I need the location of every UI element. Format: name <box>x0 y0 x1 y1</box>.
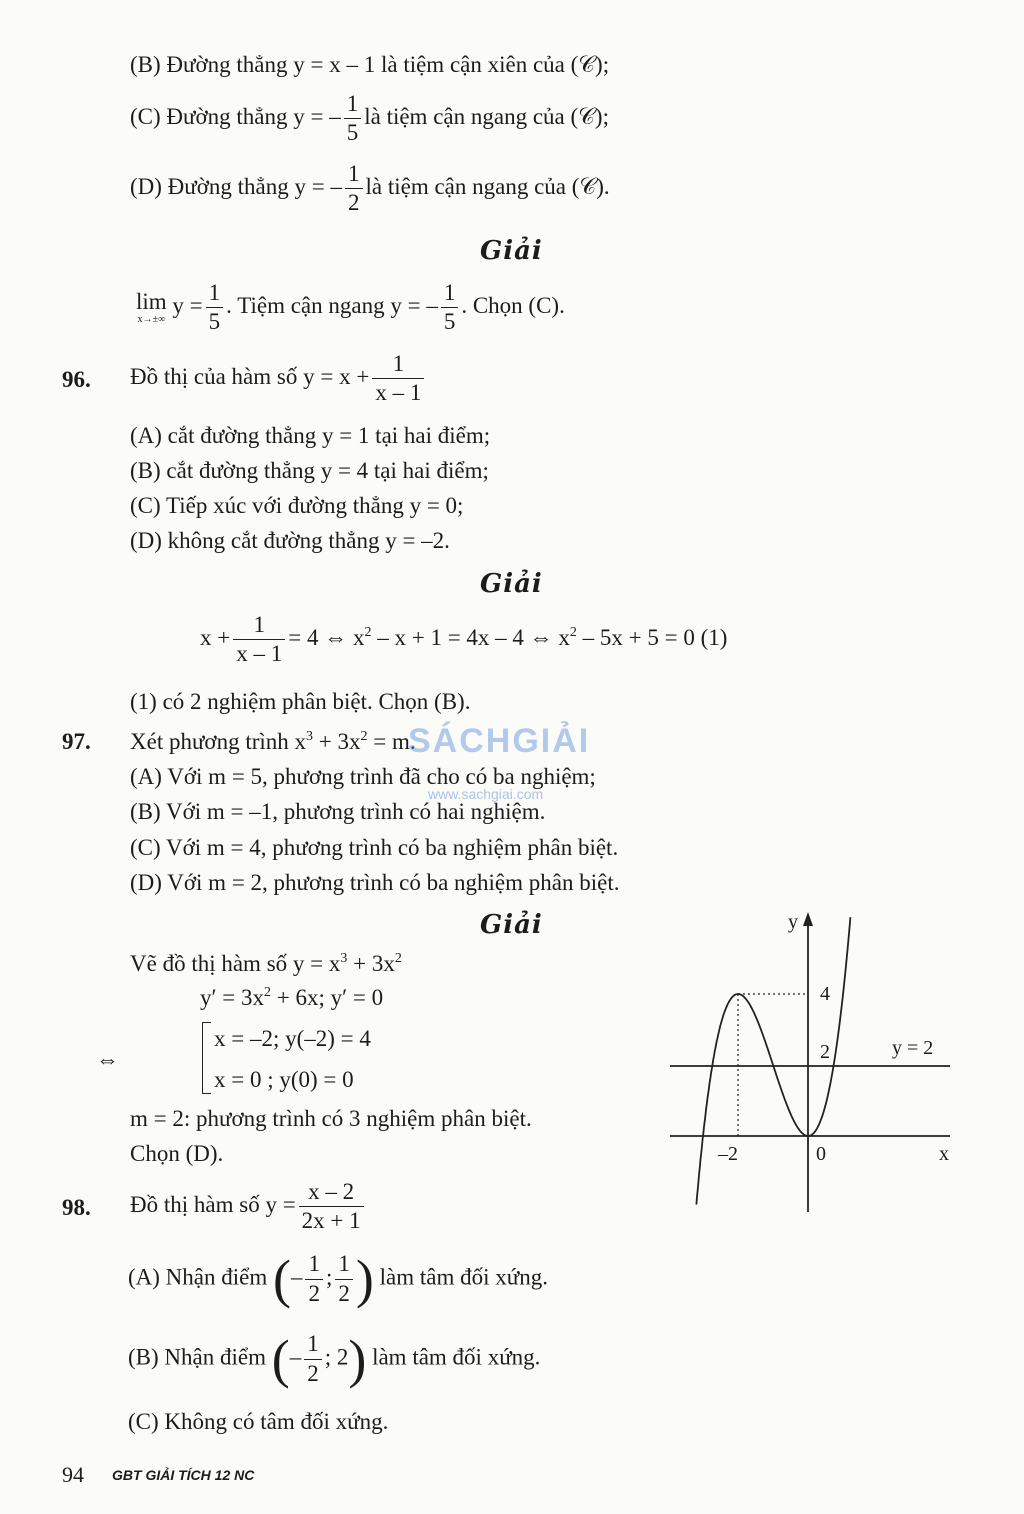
q97-case-1: x = –2; y(–2) = 4 <box>214 1026 371 1051</box>
fraction: $\frac{1}{5}$ <box>441 281 459 334</box>
q97-option-d: (D) Với m = 2, phương trình có ba nghiệm phân biệt. <box>130 870 620 895</box>
q98-option-a: (A) Nhận điểm (– $\frac{1}{2}$ ; $\frac{1}{2}$ ) làm tâm đối xứng. <box>128 1249 548 1309</box>
q95-option-d: (D) Đường thẳng y = – $\frac{1}{2}$ là tiệm cận ngang của (𝒞). <box>130 161 610 216</box>
q96-conclusion: (1) có 2 nghiệm phân biệt. Chọn (B). <box>130 689 471 714</box>
q95-solution: lim x→±∞ y = $\frac{1}{5}$ . Tiệm cận ngang y = – $\frac{1}{5}$ . Chọn (C). <box>136 280 565 335</box>
q96-equation: x + $\frac{1}{x - 1}$ = 4 ⇔ $x^2 - x + 1 = 4x - 4$ ⇔ $x^2 - 5x + 5 = 0$ (1) <box>200 612 728 667</box>
y-label: y <box>788 911 798 933</box>
fraction: $\frac{1}{x - 1}$ <box>233 613 285 666</box>
fraction: $\frac{1}{2}$ <box>305 1252 323 1305</box>
q96-solution-heading: Giải <box>480 569 543 599</box>
q98-number: 98. <box>62 1195 91 1220</box>
q98-option-c: (C) Không có tâm đối xứng. <box>128 1409 389 1434</box>
q97-option-b: (B) Với m = –1, phương trình có hai nghiệm. <box>130 799 546 824</box>
tick-neg-2: –2 <box>718 1143 738 1165</box>
fraction: $\frac{1}{2}$ <box>335 1252 353 1305</box>
tick-4: 4 <box>820 983 830 1005</box>
q96-option-d: (D) không cắt đường thẳng y = –2. <box>130 528 450 553</box>
fraction: $\frac{1}{5}$ <box>206 281 224 334</box>
q96-number: 96. <box>62 367 91 392</box>
x-label: x <box>939 1143 949 1165</box>
fraction: $\frac{1}{5}$ <box>344 92 362 145</box>
fraction: $\frac{1}{2}$ <box>345 162 363 215</box>
y-axis-arrow <box>803 912 813 926</box>
q97-choice: Chọn (D). <box>130 1141 224 1166</box>
q97-draw-line: Vẽ đồ thị hàm số $y = x^3 + 3x^2$ <box>130 951 402 976</box>
page-number: 94 <box>62 1462 84 1487</box>
q95-option-b: (B) Đường thẳng y = x – 1 là tiệm cận xiên của (𝒞); <box>130 52 610 77</box>
watermark-url: www.sachgiai.com <box>428 786 544 802</box>
q97-conclusion: m = 2: phương trình có 3 nghiệm phân biệt. <box>130 1106 532 1131</box>
tick-2: 2 <box>820 1041 830 1063</box>
q96-option-c: (C) Tiếp xúc với đường thẳng y = 0; <box>130 493 464 518</box>
q97-solution-heading: Giải <box>480 910 543 940</box>
q97-number: 97. <box>62 729 91 754</box>
fraction: $\frac{1}{x - 1}$ <box>372 352 424 405</box>
watermark-brand: SÁCHGIẢI <box>408 722 591 760</box>
equivalence-symbol: ⇔ <box>96 1047 119 1072</box>
q96-option-b: (B) cắt đường thẳng y = 4 tại hai điểm; <box>130 458 489 483</box>
q97-case-2: x = 0 ; y(0) = 0 <box>214 1067 354 1092</box>
q97-stem: Xét phương trình $x^3 + 3x^2 = m$. <box>130 729 416 754</box>
q98-stem: Đồ thị hàm số y = $\frac{x - 2}{2x + 1}$ <box>130 1180 367 1233</box>
q97-option-a: (A) Với m = 5, phương trình đã cho có ba nghiệm; <box>130 764 596 789</box>
q96-option-a: (A) cắt đường thẳng y = 1 tại hai điểm; <box>130 423 491 448</box>
limit: lim x→±∞ <box>136 289 167 326</box>
q95-option-c: (C) Đường thẳng y = – $\frac{1}{5}$ là tiệm cận ngang của (𝒞); <box>130 91 609 146</box>
q95-solution-heading: Giải <box>480 236 543 266</box>
q97-option-c: (C) Với m = 4, phương trình có ba nghiệm phân biệt. <box>130 835 619 860</box>
tick-0: 0 <box>816 1143 826 1165</box>
line-label: y = 2 <box>892 1037 934 1059</box>
fraction: $\frac{1}{2}$ <box>304 1332 322 1385</box>
q96-stem: Đồ thị của hàm số y = x + $\frac{1}{x - 1}$ <box>130 352 427 405</box>
q98-option-b: (B) Nhận điểm (– $\frac{1}{2}$ ; 2) làm tâm đối xứng. <box>128 1329 541 1389</box>
q97-derivative: $y' = 3x^2 + 6x$; y′ = 0 <box>200 985 384 1010</box>
footer-title: GBT GIẢI TÍCH 12 NC <box>112 1467 255 1483</box>
fraction: $\frac{x - 2}{2x + 1}$ <box>299 1180 364 1233</box>
